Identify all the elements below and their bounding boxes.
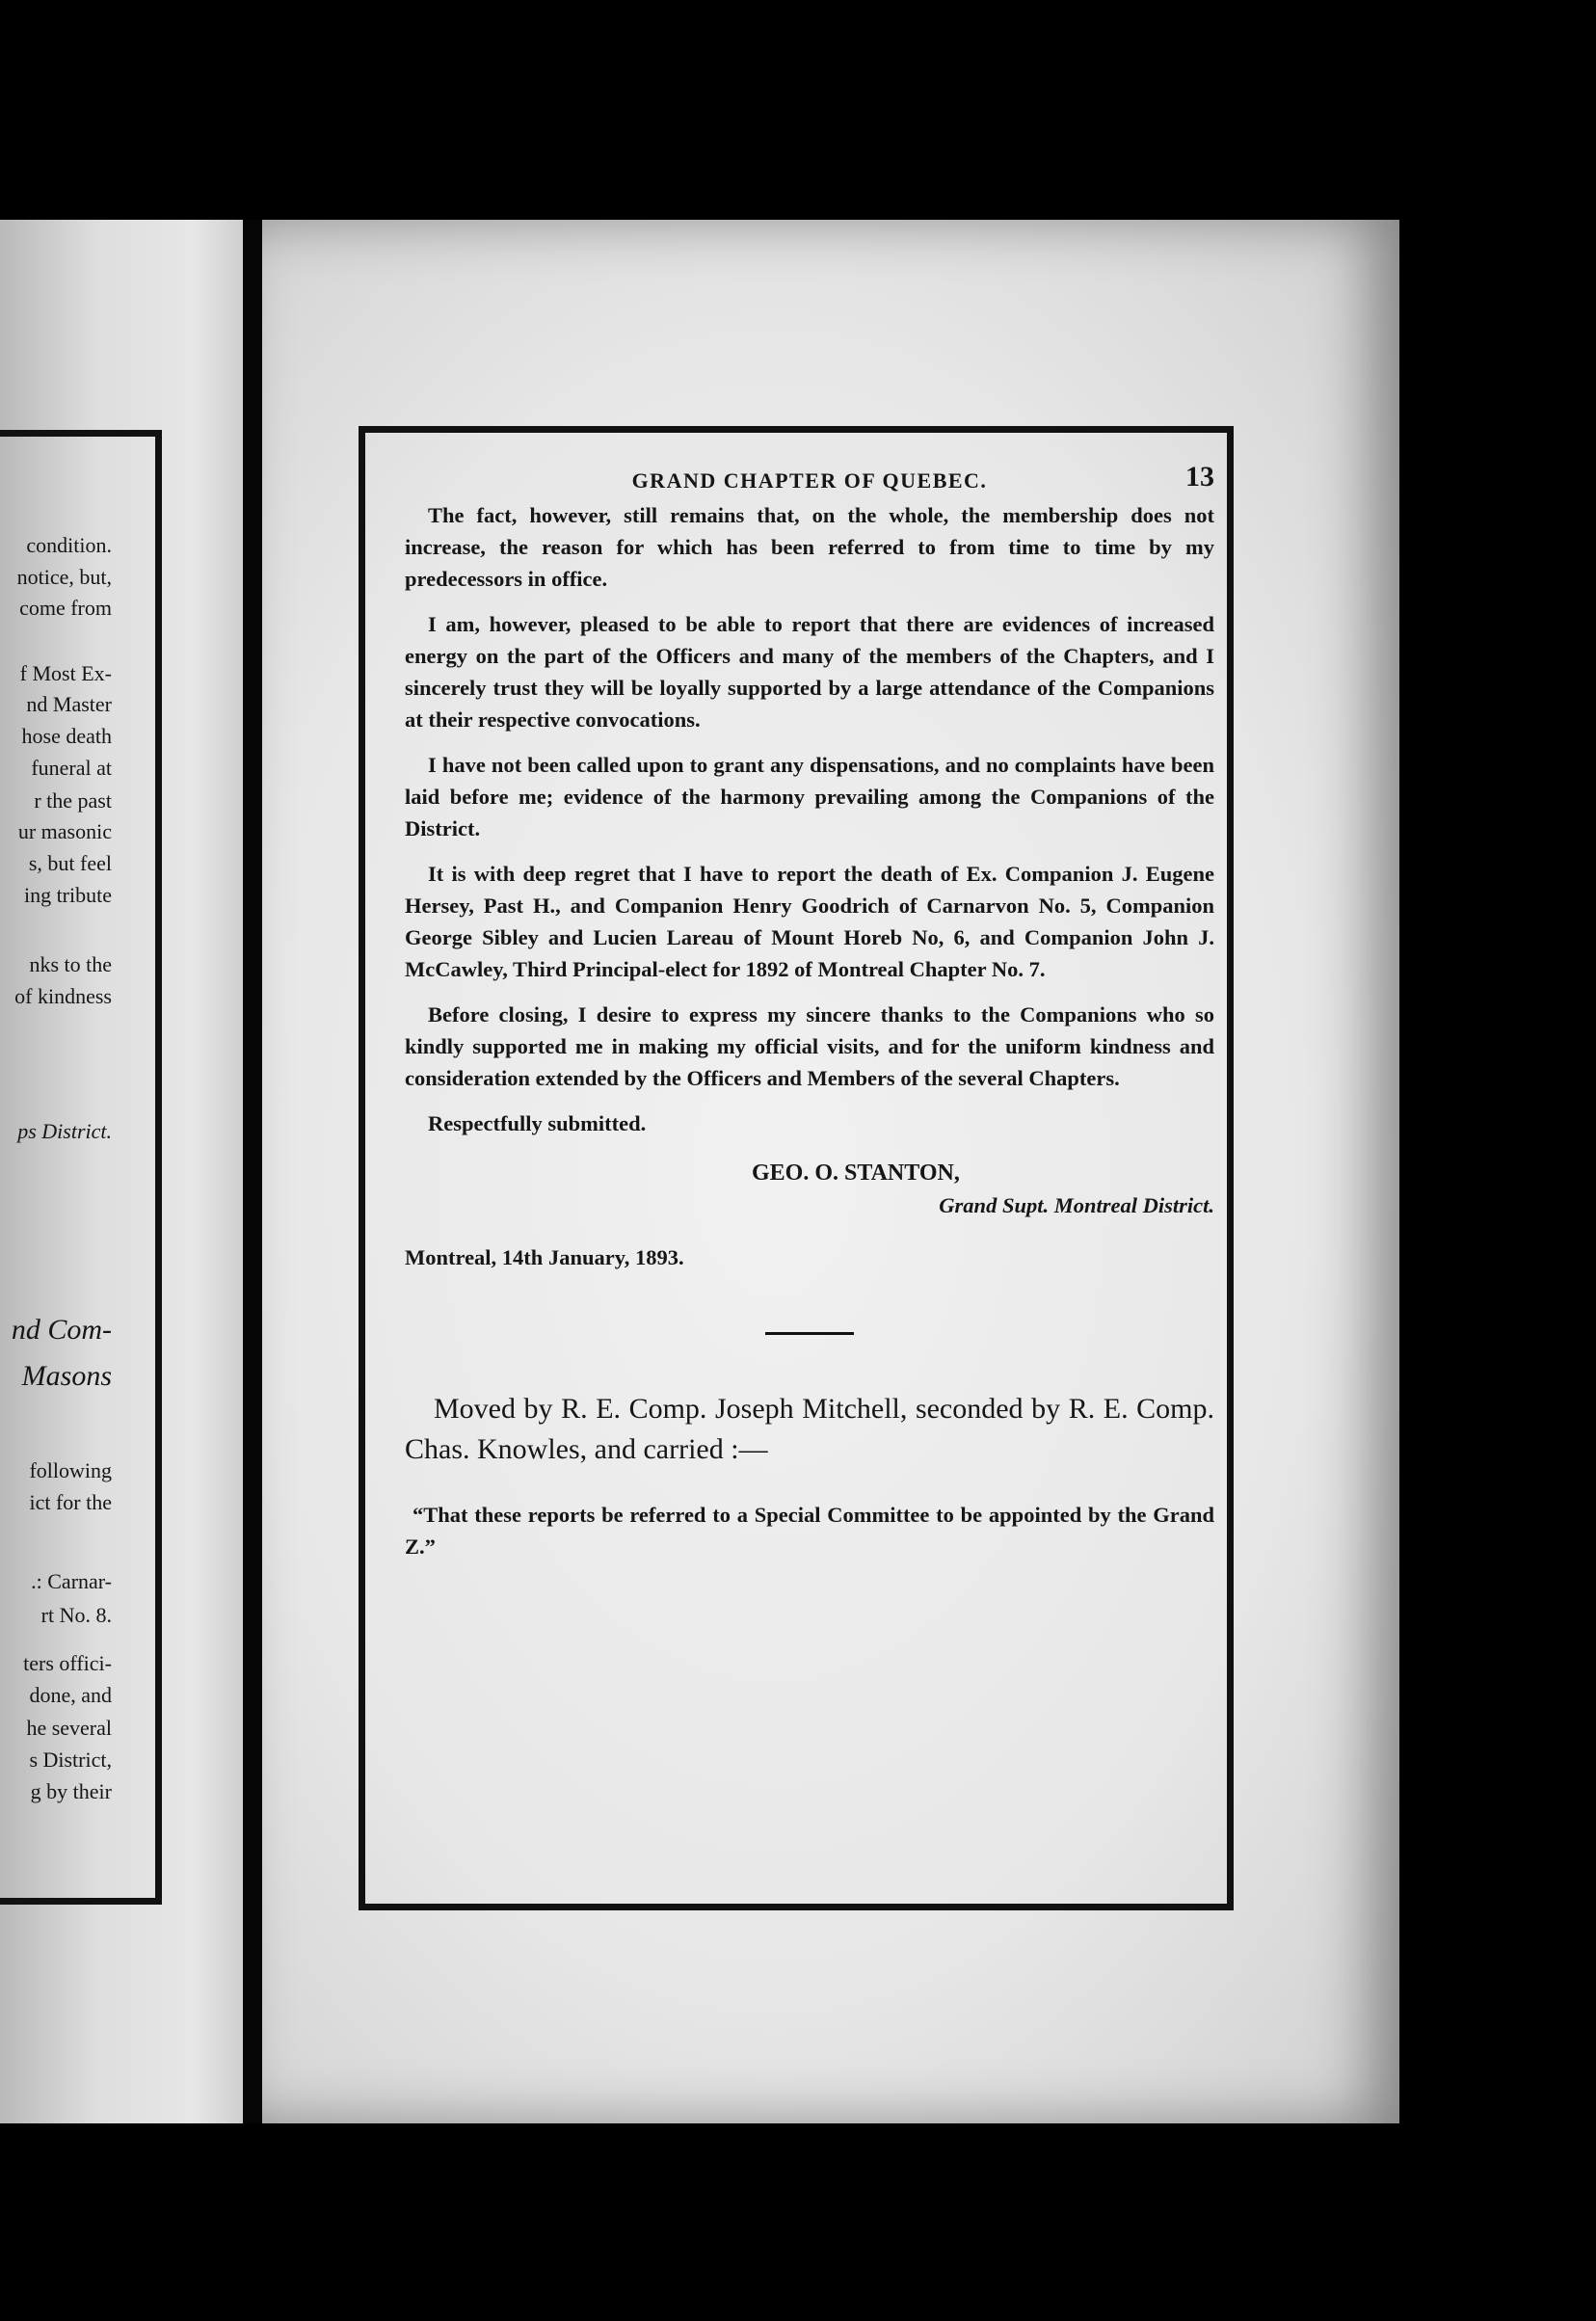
left-page-text — [0, 220, 243, 2123]
left-page-line: he several — [26, 1716, 112, 1740]
left-page-line: nks to the — [29, 952, 112, 976]
left-page-line: f Most Ex- — [19, 661, 112, 685]
paragraph-energy: I am, however, pleased to be able to report that there are evidences of increased energy on the part of the Officers and many of the members of the Chapters, and I sincerely trust they will be loyally supported by a large attendance of the Companions at their respective convocations. — [405, 612, 1214, 732]
page-number: 13 — [1185, 461, 1214, 493]
left-page-line: ur masonic — [17, 819, 112, 843]
signature-name: GEO. O. STANTON, — [752, 1160, 960, 1186]
left-page-line: hose death — [21, 724, 112, 748]
left-page-fragment — [0, 220, 243, 2123]
left-page-line: funeral at — [31, 756, 112, 780]
running-header — [405, 451, 1214, 499]
left-page-line: g by their — [30, 1779, 112, 1803]
left-page-line: come from — [19, 596, 112, 620]
paragraph-thanks: Before closing, I desire to express my sincere thanks to the Companions who so kindly supported me in making my official visits, and for the uniform kindness and consideration extended by the Officers and Members of the several Chapters. — [405, 1002, 1214, 1090]
right-page — [262, 220, 1399, 2123]
left-page-line: s District, — [29, 1747, 112, 1772]
closing-line: Respectfully submitted. — [428, 1111, 647, 1135]
header-title: GRAND CHAPTER OF QUEBEC. — [631, 468, 988, 493]
left-page-line: of kindness — [14, 984, 112, 1008]
left-page-line: Masons — [21, 1360, 112, 1392]
left-page-line: .: Carnar- — [31, 1569, 112, 1593]
motion-text: Moved by R. E. Comp. Joseph Mitchell, seconded by R. E. Comp. Chas. Knowles, and carried :— — [405, 1393, 1214, 1465]
signature-title: Grand Supt. Montreal District. — [939, 1193, 1214, 1217]
section-divider — [765, 1332, 854, 1335]
paragraph-deaths: It is with deep regret that I have to report the death of Ex. Companion J. Eugene Hersey, Past H., and Companion Henry Goodrich of Carnarvon No. 5, Companion George Sibley and Lucien Lareau of Mount Horeb No, 6, and Companion John J. McCawley, Third Principal-elect for 1892 of Montreal Chapter No. 7. — [405, 862, 1214, 981]
left-page-line: nd Master — [26, 692, 112, 716]
book-gutter — [243, 220, 262, 2123]
left-page-line: nd Com- — [11, 1314, 112, 1346]
paragraph-membership: The fact, however, still remains that, on the whole, the membership does not increase, the reason for which has been referred to from time to time by my predecessors in office. — [405, 503, 1214, 591]
left-page-line: following — [29, 1458, 112, 1482]
resolution-text: “That these reports be referred to a Special Committee to be appointed by the Grand Z.” — [405, 1503, 1214, 1559]
left-page-line: s, but feel — [28, 851, 112, 875]
paragraph-dispensations: I have not been called upon to grant any dispensations, and no complaints have been laid before me; evidence of the harmony prevailing among the Companions of the District. — [405, 753, 1214, 840]
left-page-line: condition. — [26, 533, 112, 557]
left-page-line: r the past — [34, 788, 112, 813]
left-page-line: notice, but, — [16, 565, 112, 589]
page-content — [405, 451, 1214, 1585]
left-page-line: ps District. — [17, 1119, 112, 1143]
left-page-line: ict for the — [29, 1490, 112, 1514]
left-page-line: rt No. 8. — [40, 1603, 112, 1627]
left-page-line: ing tribute — [23, 883, 112, 907]
left-page-line: done, and — [29, 1683, 112, 1707]
dateline: Montreal, 14th January, 1893. — [405, 1245, 684, 1269]
left-page-line: ters offici- — [23, 1651, 112, 1675]
